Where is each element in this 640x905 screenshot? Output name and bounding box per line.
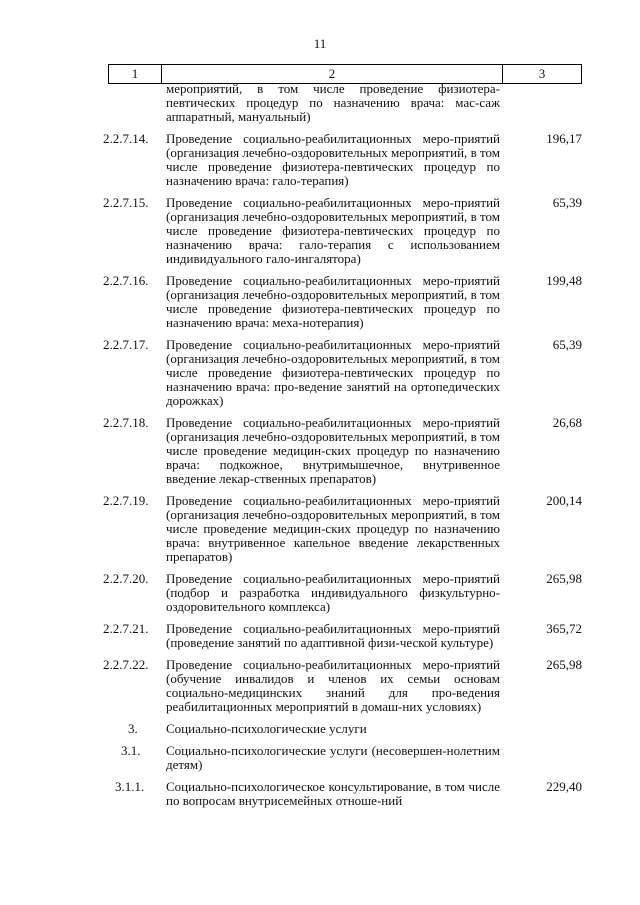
row-number: 2.2.7.22. (103, 657, 149, 672)
section-row (0, 722, 640, 736)
column-header-2: 2 (162, 65, 503, 84)
row-value: 229,40 (546, 779, 582, 794)
row-text: Проведение социально-реабилитационных меро-приятий (организация лечебно-оздоровительных мероприятий, в том числе проведение медицин-ских процедур по назначению врача: подкожное, внутримышечное, внутривенное введение лекар-ственных препаратов) (166, 415, 500, 486)
row-number: 2.2.7.20. (103, 571, 149, 586)
column-header-3: 3 (503, 65, 582, 84)
table-row (0, 82, 640, 124)
section-number: 3.1. (121, 743, 141, 758)
row-text: Проведение социально-реабилитационных меро-приятий (обучение инвалидов и членов их семьи основам социально-медицинских знаний для про-ведения реабилитационных мероприятий в домаш-них условиях) (166, 657, 500, 714)
table-row (0, 494, 640, 564)
section-row (0, 744, 640, 772)
row-number: 2.2.7.14. (103, 131, 149, 146)
section-number: 3. (128, 721, 138, 736)
table-row (0, 274, 640, 330)
row-number: 2.2.7.19. (103, 493, 149, 508)
row-value: 26,68 (552, 415, 582, 430)
row-text: Проведение социально-реабилитационных меро-приятий (организация лечебно-оздоровительных мероприятий, в том числе проведение физиотера-певтических процедур по назначению врача: гало-терапия) (166, 131, 500, 188)
row-number: 2.2.7.15. (103, 195, 149, 210)
table-row (0, 780, 640, 808)
row-value: 265,98 (546, 571, 582, 586)
table-row (0, 572, 640, 614)
row-text: Проведение социально-реабилитационных меро-приятий (организация лечебно-оздоровительных мероприятий, в том числе проведение физиотера-певтических процедур по назначению врача: про-ведение занятий на ортопедических дорожках) (166, 337, 500, 408)
row-value: 200,14 (546, 493, 582, 508)
row-value: 196,17 (546, 131, 582, 146)
table-row (0, 338, 640, 408)
row-text: Проведение социально-реабилитационных меро-приятий (проведение занятий по адаптивной физи-ческой культуре) (166, 621, 500, 650)
row-text: Проведение социально-реабилитационных меро-приятий (организация лечебно-оздоровительных мероприятий, в том числе проведение физиотера-певтических процедур по назначению врача: гало-терапия с использованием индивидуального гало-ингалятора) (166, 195, 500, 266)
page-number: 11 (313, 36, 327, 51)
row-text: мероприятий, в том числе проведение физиотера-певтических процедур по назначению врача: мас-саж аппаратный, мануальный) (166, 81, 500, 124)
row-value: 365,72 (546, 621, 582, 636)
row-text: Проведение социально-реабилитационных меро-приятий (организация лечебно-оздоровительных мероприятий, в том числе проведение медицин-ских процедур по назначению врача: внутривенное капельное введение лекарственных препаратов) (166, 493, 500, 564)
row-text: Проведение социально-реабилитационных меро-приятий (подбор и разработка индивидуального физкультурно-оздоровительного комплекса) (166, 571, 500, 614)
row-text: Социально-психологическое консультирование, в том числе по вопросам внутрисемейных отноше-ний (166, 779, 500, 808)
table-row (0, 132, 640, 188)
row-number: 2.2.7.17. (103, 337, 149, 352)
row-value: 65,39 (552, 195, 582, 210)
row-number: 2.2.7.18. (103, 415, 149, 430)
table-row (0, 416, 640, 486)
row-number: 3.1.1. (115, 779, 145, 794)
row-number: 2.2.7.21. (103, 621, 149, 636)
row-value: 199,48 (546, 273, 582, 288)
table-row (0, 622, 640, 650)
row-number: 2.2.7.16. (103, 273, 149, 288)
section-title: Социально-психологические услуги (166, 721, 367, 736)
column-header-1: 1 (109, 65, 162, 84)
row-value: 265,98 (546, 657, 582, 672)
table-row (0, 196, 640, 266)
table-row (0, 658, 640, 714)
row-text: Проведение социально-реабилитационных меро-приятий (организация лечебно-оздоровительных мероприятий, в том числе проведение физиотера-певтических процедур по назначению врача: меха-нотерапия) (166, 273, 500, 330)
table-body (0, 82, 640, 808)
section-title: Социально-психологические услуги (несовершен-нолетним детям) (166, 743, 500, 772)
row-value: 65,39 (552, 337, 582, 352)
